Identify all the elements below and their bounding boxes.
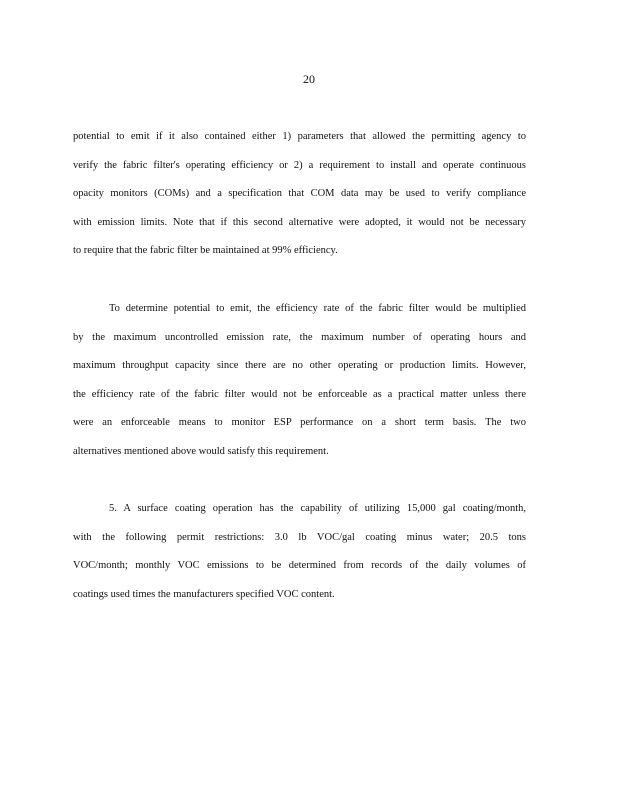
paragraph-2-line-2: by the maximum uncontrolled emission rate, the maximum number of operating hours and bbox=[73, 332, 526, 343]
paragraph-2-line-6: alternatives mentioned above would satisfy this requirement. bbox=[73, 446, 329, 457]
paragraph-2-line-1: To determine potential to emit, the efficiency rate of the fabric filter would be multiplied bbox=[109, 303, 526, 314]
page-number: 20 bbox=[303, 72, 315, 86]
paragraph-3-line-3: VOC/month; monthly VOC emissions to be determined from records of the daily volumes of bbox=[73, 560, 526, 571]
paragraph-1-line-3: opacity monitors (COMs) and a specification that COM data may be used to verify compliance bbox=[73, 188, 526, 199]
paragraph-2-line-5: were an enforceable means to monitor ESP performance on a short term basis. The two bbox=[73, 417, 526, 428]
paragraph-3-line-4: coatings used times the manufacturers specified VOC content. bbox=[73, 589, 335, 600]
paragraph-1-line-4: with emission limits. Note that if this second alternative were adopted, it would not be necessary bbox=[73, 217, 526, 228]
paragraph-1-line-1: potential to emit if it also contained either 1) parameters that allowed the permitting agency to bbox=[73, 131, 526, 142]
paragraph-1-line-2: verify the fabric filter's operating efficiency or 2) a requirement to install and operate continuous bbox=[73, 160, 526, 171]
paragraph-1-line-5: to require that the fabric filter be maintained at 99% efficiency. bbox=[73, 245, 338, 256]
paragraph-3-line-1: 5. A surface coating operation has the capability of utilizing 15,000 gal coating/month, bbox=[109, 503, 526, 514]
paragraph-2-line-4: the efficiency rate of the fabric filter would not be enforceable as a practical matter unless there bbox=[73, 389, 526, 400]
paragraph-3-line-2: with the following permit restrictions: 3.0 lb VOC/gal coating minus water; 20.5 tons bbox=[73, 532, 526, 543]
paragraph-2-line-3: maximum throughput capacity since there are no other operating or production limits. However, bbox=[73, 360, 526, 371]
